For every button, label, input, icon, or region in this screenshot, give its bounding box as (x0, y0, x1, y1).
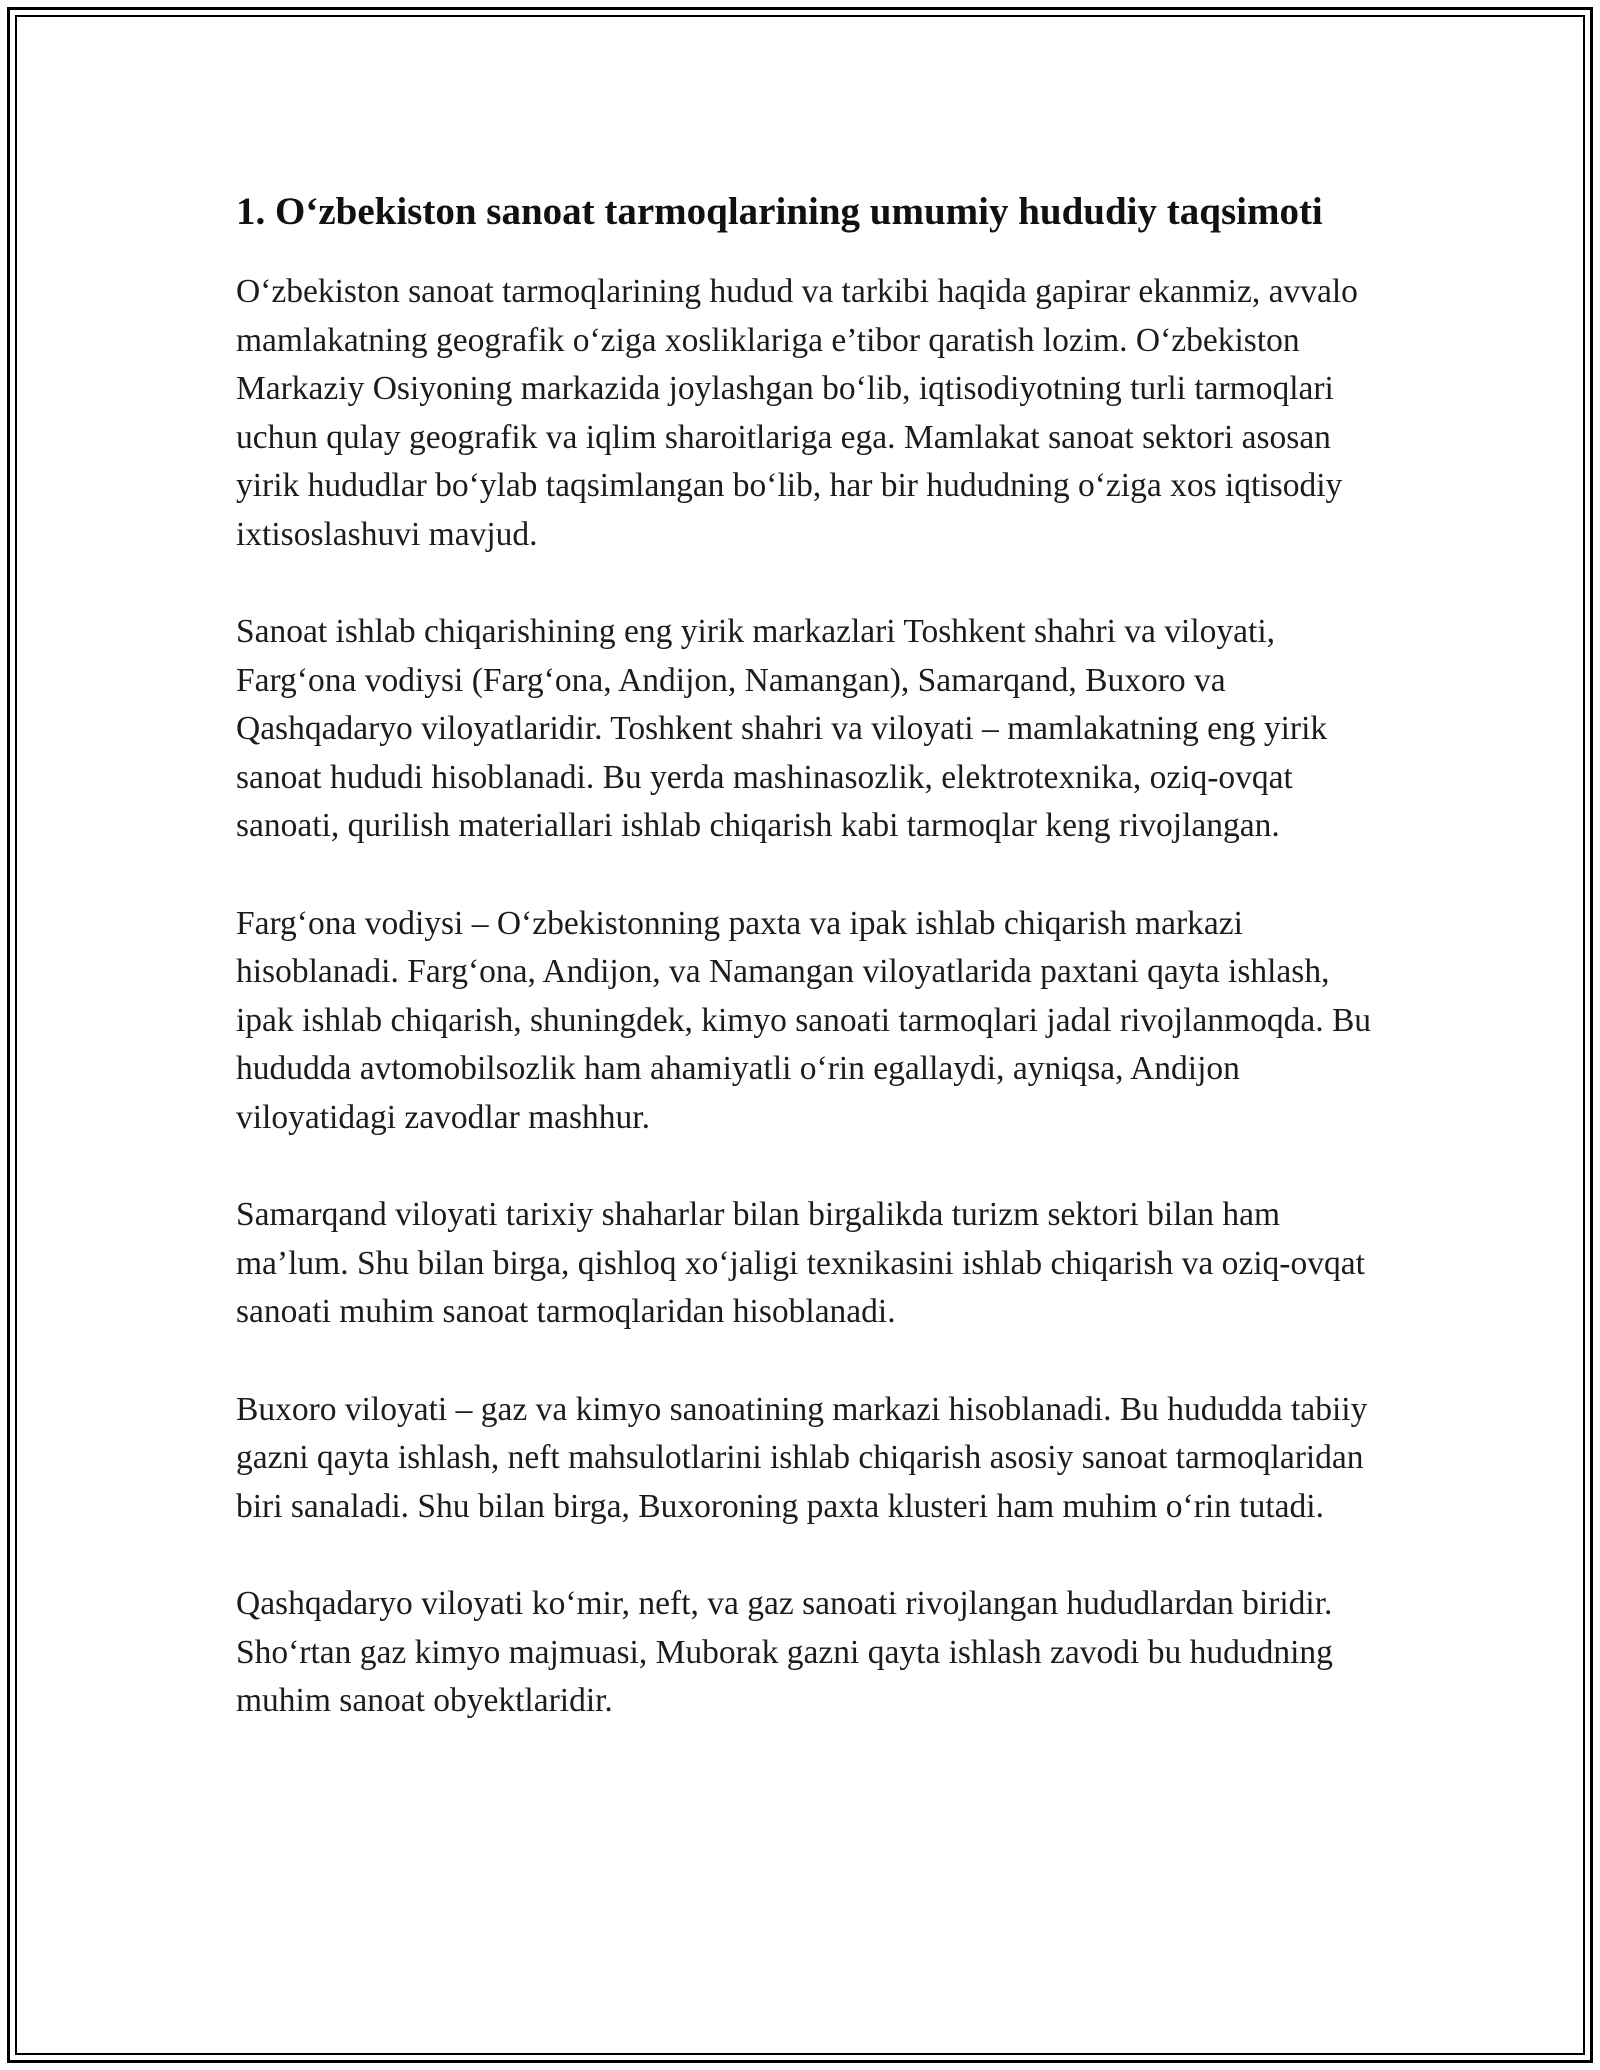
section-heading: 1. O‘zbekiston sanoat tarmoqlarining umumiy hududiy taqsimoti (236, 190, 1323, 233)
paragraph-samarkand: Samarqand viloyati tarixiy shaharlar bilan birgalikda turizm sektori bilan ham ma’lum. Shu bilan birga, qishloq xo‘jaligi texnikasini ishlab chiqarish va oziq-ovqat sanoati muhim sanoat tarmoqlaridan hisoblanadi. (236, 1196, 1365, 1330)
paragraph-bukhara: Buxoro viloyati – gaz va kimyo sanoatining markazi hisoblanadi. Bu hududda tabiiy gazni qayta ishlash, neft mahsulotlarini ishlab chiqarish asosiy sanoat tarmoqlaridan biri sanaladi. Shu bilan birga, Buxoroning paxta klusteri ham muhim o‘rin tutadi. (236, 1390, 1368, 1525)
paragraph-kashkadarya: Qashqadaryo viloyati ko‘mir, neft, va gaz sanoati rivojlangan hududlardan biridir. Sho‘rtan gaz kimyo majmuasi, Muborak gazni qayta ishlash zavodi bu hududning muhim sanoat obyektlaridir. (236, 1585, 1333, 1719)
document-body (236, 184, 1380, 1775)
paragraph-geography-intro: O‘zbekiston sanoat tarmoqlarining hudud va tarkibi haqida gapirar ekanmiz, avvalo mamlakatning geografik o‘ziga xosliklariga e’tibor qaratish lozim. O‘zbekiston Markaziy Osiyoning markazida joylashgan bo‘lib, iqtisodiyotning turli tarmoqlari uchun qulay geografik va iqlim sharoitlariga ega. Mamlakat sanoat sektori asosan yirik hududlar bo‘ylab taqsimlangan bo‘lib, har bir hududning o‘ziga xos iqtisodiy ixtisoslashuvi mavjud. (236, 273, 1358, 553)
paragraph-fergana-valley: Farg‘ona vodiysi – O‘zbekistonning paxta va ipak ishlab chiqarish markazi hisoblanadi. Farg‘ona, Andijon, va Namangan viloyatlarida paxtani qayta ishlash, ipak ishlab chiqarish, shuningdek, kimyo sanoati tarmoqlari jadal rivojlanmoqda. Bu hududda avtomobilsozlik ham ahamiyatli o‘rin egallaydi, ayniqsa, Andijon viloyatidagi zavodlar mashhur. (236, 904, 1372, 1136)
paragraph-industrial-centers: Sanoat ishlab chiqarishining eng yirik markazlari Toshkent shahri va viloyati, Farg‘ona vodiysi (Farg‘ona, Andijon, Namangan), Samarqand, Buxoro va Qashqadaryo viloyatlaridir. Toshkent shahri va viloyati – mamlakatning eng yirik sanoat hududi hisoblanadi. Bu yerda mashinasozlik, elektrotexnika, oziq-ovqat sanoati, qurilish materiallari ishlab chiqarish kabi tarmoqlar keng rivojlangan. (236, 613, 1328, 844)
